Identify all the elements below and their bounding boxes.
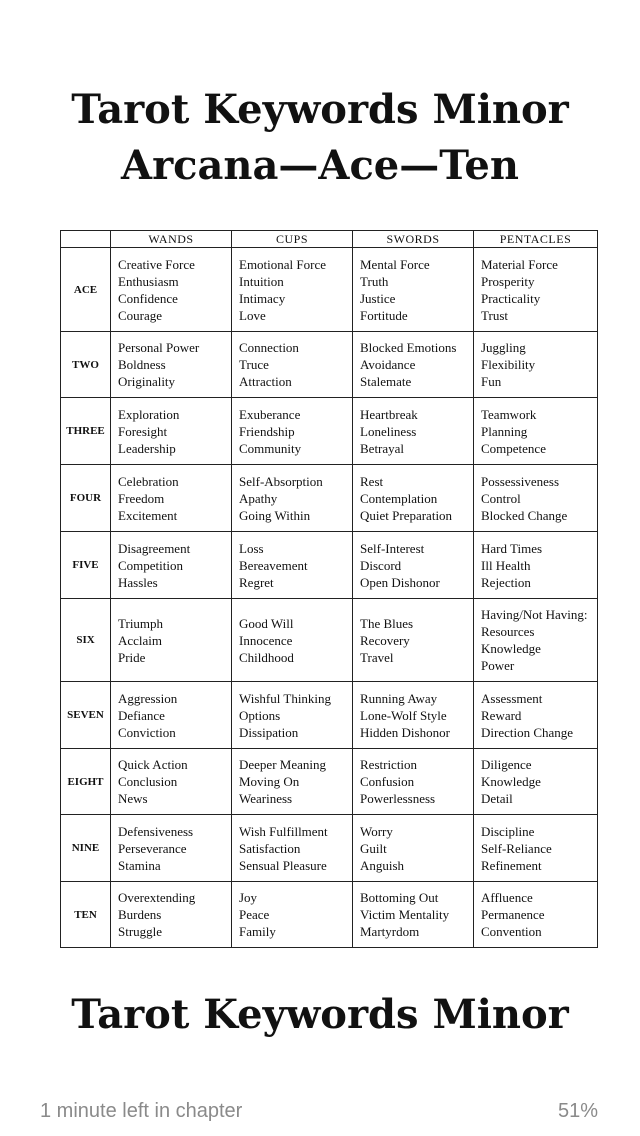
keyword: Joy — [239, 890, 258, 905]
keyword: Restriction — [360, 757, 418, 772]
corner-cell — [61, 231, 111, 248]
keyword: Wishful Thinking — [239, 690, 332, 706]
table-row — [61, 599, 598, 682]
keyword: Power — [481, 658, 515, 673]
keyword-cell-cups — [232, 749, 353, 815]
keyword: Rest — [360, 473, 384, 489]
keyword: Hassles — [118, 574, 158, 590]
keyword: The Blues — [360, 615, 414, 631]
keyword: Convention — [481, 924, 542, 939]
keyword: Competence — [481, 440, 546, 456]
keyword: Mental Force — [360, 256, 430, 272]
keyword: Self-Reliance — [481, 840, 552, 856]
keyword: Permanence — [481, 907, 545, 922]
keyword-cell-swords — [353, 815, 474, 882]
keyword: Betrayal — [360, 440, 405, 456]
keyword-cell-swords — [353, 465, 474, 532]
keyword: Childhood — [239, 649, 294, 665]
keyword: Attraction — [239, 374, 292, 389]
keyword: Confusion — [360, 774, 415, 789]
keyword: Originality — [118, 374, 176, 389]
table-row — [61, 815, 598, 882]
keyword-cell-swords — [353, 749, 474, 815]
table-row — [61, 248, 598, 332]
table-row — [61, 682, 598, 749]
keyword: Possessiveness — [481, 473, 560, 489]
keyword: Self-Absorption — [239, 473, 323, 489]
keyword: Community — [239, 440, 302, 456]
keyword: Courage — [118, 307, 163, 323]
keyword: Truce — [239, 357, 269, 372]
keyword: Aggression — [118, 690, 178, 706]
keyword: Detail — [481, 791, 513, 806]
row-label: TEN — [61, 882, 111, 948]
table-body — [61, 248, 598, 948]
keyword: Options — [239, 707, 281, 723]
keyword-cell-swords — [353, 398, 474, 465]
keyword: Practicality — [481, 290, 541, 306]
keyword: Love — [239, 307, 266, 323]
row-label: FOUR — [61, 465, 111, 532]
keyword: Affluence — [481, 890, 533, 905]
keyword-cell-pentacles — [474, 532, 598, 599]
column-header-wands: WANDS — [111, 231, 232, 248]
table-row — [61, 749, 598, 815]
keyword: Anguish — [360, 857, 405, 873]
keyword: Struggle — [118, 924, 163, 939]
page-title — [0, 82, 640, 194]
keyword: Ill Health — [481, 557, 531, 573]
reading-status-bar — [0, 1100, 640, 1128]
keywords-table — [60, 230, 598, 948]
keyword: Moving On — [239, 774, 300, 789]
keyword: Blocked Change — [481, 507, 568, 523]
keyword: Assessment — [481, 690, 543, 706]
keyword: Connection — [239, 340, 299, 355]
keyword: Competition — [118, 557, 183, 573]
keyword: Innocence — [239, 632, 293, 648]
table-row — [61, 332, 598, 398]
keyword: Dissipation — [239, 724, 299, 740]
keyword: Hard Times — [481, 540, 543, 556]
keyword: Satisfaction — [239, 840, 301, 856]
keyword: Knowledge — [481, 774, 541, 789]
keyword: Foresight — [118, 423, 168, 439]
keyword: Creative Force — [118, 256, 195, 272]
progress-percent: 51% — [557, 1100, 598, 1122]
keyword-cell-pentacles — [474, 682, 598, 749]
keyword: Planning — [481, 423, 528, 439]
keyword-cell-cups — [232, 248, 353, 332]
keyword: Deeper Meaning — [239, 757, 326, 772]
keyword: Martyrdom — [360, 924, 420, 939]
keyword: Boldness — [118, 357, 166, 372]
keyword-cell-swords — [353, 532, 474, 599]
keyword: Bereavement — [239, 557, 308, 573]
keyword-cell-cups — [232, 815, 353, 882]
keyword: Wish Fulfillment — [239, 823, 328, 839]
keyword: Quick Action — [118, 757, 188, 772]
keyword-cell-cups — [232, 332, 353, 398]
keyword: Loss — [239, 540, 264, 556]
keyword-cell-cups — [232, 532, 353, 599]
keyword: Rejection — [481, 574, 531, 590]
keyword: Triumph — [118, 615, 164, 631]
keyword: Leadership — [118, 440, 176, 456]
keyword: Diligence — [481, 757, 532, 772]
keyword-cell-pentacles — [474, 398, 598, 465]
table-row — [61, 882, 598, 948]
keyword: Juggling — [481, 340, 526, 355]
keyword: Recovery — [360, 632, 410, 648]
keyword: Travel — [360, 649, 394, 665]
keyword: Powerlessness — [360, 791, 436, 806]
row-label: THREE — [61, 398, 111, 465]
keyword: News — [118, 791, 148, 806]
keyword: Conclusion — [118, 774, 178, 789]
keyword: Disagreement — [118, 540, 191, 556]
keyword-cell-wands — [111, 749, 232, 815]
keyword: Fun — [481, 374, 502, 389]
keyword: Contemplation — [360, 490, 438, 506]
keyword: Weariness — [239, 791, 293, 806]
keyword-cell-pentacles — [474, 248, 598, 332]
row-label: NINE — [61, 815, 111, 882]
keyword: Emotional Force — [239, 256, 327, 272]
keyword-cell-wands — [111, 332, 232, 398]
keyword: Lone-Wolf Style — [360, 707, 447, 723]
keyword: Fortitude — [360, 307, 408, 323]
keyword: Excitement — [118, 507, 178, 523]
keyword-cell-cups — [232, 599, 353, 682]
keyword: Control — [481, 490, 521, 506]
keyword: Resources — [481, 624, 535, 639]
row-label: TWO — [61, 332, 111, 398]
keyword: Quiet Preparation — [360, 507, 453, 523]
keyword: Having/Not Having: — [481, 607, 588, 622]
keyword: Perseverance — [118, 840, 187, 856]
keyword-cell-swords — [353, 682, 474, 749]
keyword: Family — [239, 924, 276, 939]
keyword: Loneliness — [360, 423, 417, 439]
keyword: Discord — [360, 557, 402, 573]
row-label: ACE — [61, 248, 111, 332]
keyword: Intuition — [239, 273, 284, 289]
keyword-cell-swords — [353, 882, 474, 948]
keyword-cell-swords — [353, 332, 474, 398]
time-left-label: 1 minute left in chapter — [40, 1100, 243, 1122]
keyword: Blocked Emotions — [360, 340, 457, 355]
keyword-cell-wands — [111, 682, 232, 749]
keyword: Stalemate — [360, 374, 412, 389]
keyword: Justice — [360, 290, 396, 306]
keyword: Self-Interest — [360, 540, 425, 556]
keyword-cell-cups — [232, 882, 353, 948]
keyword: Avoidance — [360, 357, 416, 372]
keyword: Knowledge — [481, 641, 541, 656]
keyword: Enthusiasm — [118, 273, 179, 289]
column-header-swords: SWORDS — [353, 231, 474, 248]
keyword: Truth — [360, 273, 389, 289]
keyword-cell-pentacles — [474, 599, 598, 682]
keyword: Worry — [360, 823, 393, 839]
keyword: Defensiveness — [118, 823, 194, 839]
keyword: Intimacy — [239, 290, 286, 306]
row-label: SEVEN — [61, 682, 111, 749]
keyword: Guilt — [360, 840, 387, 856]
keyword: Apathy — [239, 490, 278, 506]
keyword: Freedom — [118, 490, 165, 506]
keyword: Good Will — [239, 615, 294, 631]
keyword: Teamwork — [481, 406, 537, 422]
keyword: Exploration — [118, 406, 180, 422]
keyword-cell-cups — [232, 682, 353, 749]
table-row — [61, 532, 598, 599]
keyword: Direction Change — [481, 724, 574, 740]
row-label: FIVE — [61, 532, 111, 599]
row-label: EIGHT — [61, 749, 111, 815]
keyword-cell-swords — [353, 599, 474, 682]
keyword: Celebration — [118, 473, 179, 489]
keyword: Exuberance — [239, 406, 301, 422]
keyword: Confidence — [118, 290, 178, 306]
keyword: Bottoming Out — [360, 890, 439, 905]
table-row — [61, 465, 598, 532]
keyword-cell-pentacles — [474, 749, 598, 815]
keyword: Material Force — [481, 256, 558, 272]
keyword-cell-wands — [111, 532, 232, 599]
keyword: Stamina — [118, 857, 161, 873]
keyword: Conviction — [118, 724, 176, 740]
keyword: Hidden Dishonor — [360, 724, 450, 740]
table-row — [61, 398, 598, 465]
keyword: Defiance — [118, 707, 165, 723]
keyword-cell-pentacles — [474, 882, 598, 948]
keyword: Trust — [481, 307, 508, 323]
keyword: Sensual Pleasure — [239, 857, 327, 873]
keyword-cell-cups — [232, 465, 353, 532]
keyword: Running Away — [360, 690, 438, 706]
keyword: Overextending — [118, 890, 196, 905]
keyword-cell-wands — [111, 248, 232, 332]
keyword: Heartbreak — [360, 406, 418, 422]
keyword: Personal Power — [118, 340, 200, 355]
keyword: Flexibility — [481, 357, 536, 372]
keyword: Friendship — [239, 423, 295, 439]
page-title-line-1: Tarot Keywords Minor — [71, 86, 569, 133]
page-title-line-2: Arcana—Ace—Ten — [121, 142, 519, 189]
keyword-cell-cups — [232, 398, 353, 465]
keyword-cell-pentacles — [474, 815, 598, 882]
keyword-cell-wands — [111, 465, 232, 532]
section-heading: Tarot Keywords Minor — [71, 991, 569, 1038]
keyword: Burdens — [118, 907, 162, 922]
keyword-cell-pentacles — [474, 332, 598, 398]
keyword: Pride — [118, 649, 146, 665]
keyword: Peace — [239, 907, 270, 922]
keyword-cell-pentacles — [474, 465, 598, 532]
keyword: Prosperity — [481, 273, 535, 289]
column-header-pentacles: PENTACLES — [474, 231, 598, 248]
row-label: SIX — [61, 599, 111, 682]
keyword-cell-wands — [111, 815, 232, 882]
column-header-cups: CUPS — [232, 231, 353, 248]
keyword-cell-swords — [353, 248, 474, 332]
keyword-cell-wands — [111, 398, 232, 465]
keyword: Reward — [481, 707, 522, 723]
table-header-row — [61, 231, 598, 248]
keyword: Refinement — [481, 857, 542, 873]
keyword: Discipline — [481, 823, 535, 839]
keyword: Victim Mentality — [360, 907, 450, 922]
keyword-cell-wands — [111, 882, 232, 948]
keyword: Acclaim — [118, 632, 163, 648]
keyword: Open Dishonor — [360, 574, 440, 590]
keyword-cell-wands — [111, 599, 232, 682]
keyword: Going Within — [239, 507, 311, 523]
keyword: Regret — [239, 574, 274, 590]
